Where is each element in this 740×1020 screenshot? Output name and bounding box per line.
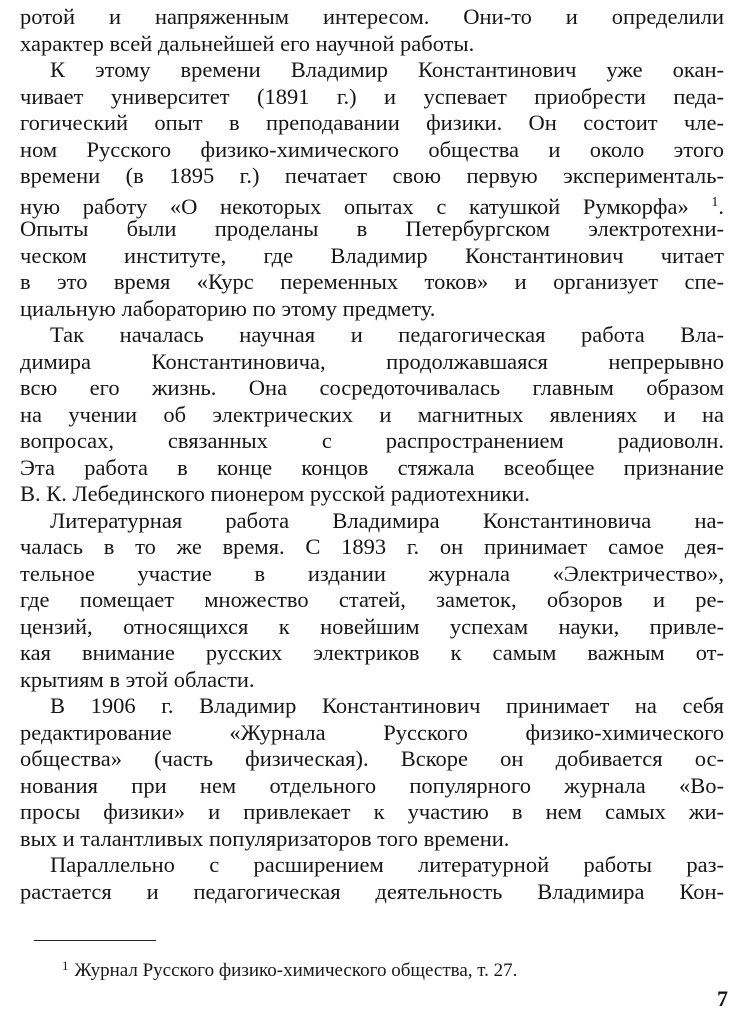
text-line: Опыты были проделаны в Петербургском электротехни- [20, 216, 724, 241]
text-line: редактирование «Журнала Русского физико-химического [20, 719, 724, 745]
text-line: гогический опыт в преподавании физики. Он состоит чле- [20, 110, 724, 135]
footnote-text: Журнал Русского физико-химического общества, т. 27. [74, 960, 518, 981]
text-line: Так началась научная и педагогическая работа Вла- [50, 322, 724, 347]
text-line: на учении об электрических и магнитных явлениях и на [20, 401, 724, 427]
page-number: 7 [717, 986, 728, 1011]
text-line: крытиям в этой области. [20, 666, 255, 692]
text-line: тельное участие в издании журнала «Электричество», [20, 560, 724, 586]
text-line: характер всей дальнейшей его научной работы. [20, 30, 475, 56]
text-line: ческом институте, где Владимир Константинович читает [20, 242, 724, 268]
page-body-text [20, 4, 724, 905]
text-line: циальную лабораторию по этому предмету. [20, 295, 436, 321]
text-line-content: ную работу «О некоторых опытах с катушкой Румкорфа» [20, 193, 689, 219]
text-line: общества» (часть физическая). Вскоре он добивается ос- [20, 746, 724, 771]
text-line-with-footnote-ref [20, 190, 724, 217]
text-line: Эта работа в конце концов стяжала всеобщее признание [20, 454, 724, 480]
text-line: К этому времени Владимир Константинович уже окан- [50, 57, 724, 82]
text-line: димира Константиновича, продолжавшаяся непрерывно [20, 348, 724, 374]
text-line: где помещает множество статей, заметок, обзоров и ре- [20, 587, 724, 612]
footnote-divider [34, 940, 156, 941]
text-line: нования при нем отдельного популярного журнала «Во- [20, 772, 724, 798]
text-line: растается и педагогическая деятельность Владимира Кон- [20, 878, 724, 904]
text-line: вопросах, связанных с распространением радиоволн. [20, 428, 724, 453]
text-line: Литературная работа Владимира Константиновича на- [50, 507, 724, 533]
text-line: цензий, относящихся к новейшим успехам науки, привле- [20, 613, 724, 639]
text-line: просы физики» и привлекает к участию в нем самых жи- [20, 799, 724, 824]
text-line: кая внимание русских электриков к самым важным от- [20, 640, 724, 665]
text-line: Параллельно с расширением литературной работы раз- [50, 852, 724, 877]
text-line: ном Русского физико-химического общества и около этого [20, 136, 724, 162]
text-line: чивает университет (1891 г.) и успевает приобрести педа- [20, 83, 724, 109]
text-line: вых и талантливых популяризаторов того времени. [20, 825, 510, 851]
text-line: в это время «Курс переменных токов» и организует спе- [20, 269, 724, 294]
text-line: чалась в то же время. С 1893 г. он принимает самое дея- [20, 534, 724, 559]
text-line: ротой и напряженным интересом. Они-то и определили [20, 4, 724, 29]
text-line: времени (в 1895 г.) печатает свою первую эксперименталь- [20, 163, 724, 188]
footnote-marker: 1 [62, 958, 69, 973]
text-line: всю его жизнь. Она сосредоточивалась главным образом [20, 375, 724, 400]
text-line: В 1906 г. Владимир Константинович принимает на себя [50, 693, 724, 718]
footnote [62, 954, 682, 983]
text-line: В. К. Лебединского пионером русской радиотехники. [20, 481, 530, 506]
footnote-reference: 1 [711, 194, 719, 210]
footnote-reference-period: . [718, 193, 725, 219]
